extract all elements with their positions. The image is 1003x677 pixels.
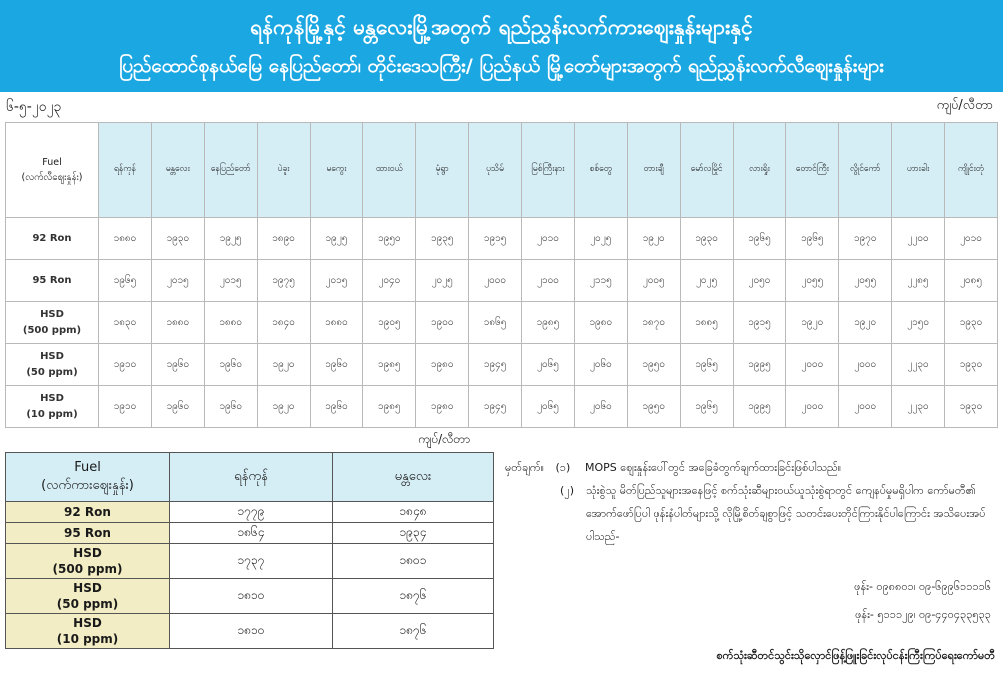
retail-price-cell: ၂၁၀၀ [522, 260, 575, 302]
retail-price-cell: ၁၉၆၅ [99, 260, 152, 302]
fuel-type-label: 92 Ron [64, 505, 111, 519]
note-item-2 [505, 479, 1000, 548]
retail-city-header: စစ်တွေ [574, 123, 627, 218]
wholesale-fuel-cell [6, 614, 170, 649]
retail-price-cell: ၂၂၈၅ [892, 260, 945, 302]
wholesale-unit-label: ကျပ်/လီတာ [418, 432, 471, 446]
retail-fuel-header-label: Fuel [42, 157, 62, 168]
committee-name: စက်သုံးဆီတင်သွင်းသိုလှောင်ဖြန့်ဖြူးခြင်းလုပ်ငန်းကြီးကြပ်ရေးကော်မတီ [716, 649, 995, 662]
retail-price-cell: ၁၈၉၀ [257, 218, 310, 260]
retail-price-cell: ၂၀၈၅ [945, 260, 998, 302]
retail-price-cell: ၁၉၁၀ [99, 386, 152, 428]
retail-price-cell: ၂၀၁၅ [151, 260, 204, 302]
retail-table-row [6, 302, 998, 344]
fuel-type-label: HSD [73, 616, 102, 630]
retail-fuel-header [6, 123, 99, 218]
retail-price-cell: ၁၉၆၅ [680, 344, 733, 386]
retail-price-cell: ၂၀၅၅ [839, 260, 892, 302]
fuel-type-label: (10 ppm) [26, 408, 78, 420]
wholesale-fuel-header-label: Fuel [74, 460, 101, 475]
date-label: ၆-၅-၂၀၂၃ [6, 99, 62, 115]
retail-price-cell: ၁၉၈၀ [416, 386, 469, 428]
fuel-type-label: HSD [40, 308, 64, 320]
wholesale-price-cell: ၁၈၀၁ [333, 544, 494, 579]
wholesale-table-row [6, 614, 494, 649]
retail-fuel-cell [6, 386, 99, 428]
retail-price-cell: ၁၉၆၀ [310, 386, 363, 428]
fuel-type-label: HSD [73, 581, 102, 595]
retail-price-cell: ၁၉၈၅ [522, 302, 575, 344]
retail-table-row [6, 344, 998, 386]
retail-price-cell: ၁၉၁၀ [99, 344, 152, 386]
retail-price-cell: ၁၉၃၀ [680, 218, 733, 260]
retail-price-cell: ၁၉၇၅ [257, 260, 310, 302]
retail-price-cell: ၂၀၁၅ [310, 260, 363, 302]
retail-price-cell: ၁၉၈၅ [363, 344, 416, 386]
retail-price-cell: ၁၉၆၀ [204, 344, 257, 386]
retail-price-cell: ၂၀၁၅ [204, 260, 257, 302]
retail-price-cell: ၁၉၂၀ [786, 302, 839, 344]
retail-price-cell: ၁၉၆၀ [151, 344, 204, 386]
retail-city-header: နေပြည်တော် [204, 123, 257, 218]
wholesale-price-cell: ၁၈၇၆ [333, 614, 494, 649]
retail-price-cell: ၁၉၄၅ [469, 386, 522, 428]
title-banner [0, 0, 1003, 92]
note-number: (၁) [555, 461, 571, 474]
wholesale-table-row [6, 502, 494, 523]
retail-fuel-cell [6, 344, 99, 386]
retail-price-cell: ၁၉၅၀ [363, 218, 416, 260]
retail-price-cell: ၁၉၂၀ [257, 344, 310, 386]
retail-price-cell: ၂၀၆၀ [574, 344, 627, 386]
retail-price-cell: ၁၈၈၀ [310, 302, 363, 344]
retail-table-row [6, 386, 998, 428]
retail-table-row [6, 260, 998, 302]
retail-price-cell: ၂၀၂၅ [416, 260, 469, 302]
retail-price-cell: ၁၉၃၅ [416, 218, 469, 260]
fuel-type-label: (50 ppm) [26, 366, 78, 378]
retail-price-cell: ၁၉၆၅ [680, 386, 733, 428]
title-line-2: ပြည်ထောင်စုနယ်မြေ နေပြည်တော်၊ တိုင်းဒေသကြီး/ ပြည်နယ် မြို့တော်များအတွက် ရည်ညွှန်းလက်လီဈေးနှုန်းများ [119, 55, 884, 77]
retail-price-cell: ၂၁၅၀ [892, 302, 945, 344]
title-line-1: ရန်ကုန်မြို့နှင့် မန္တလေးမြို့အတွက် ရည်ညွှန်းလက်ကားဈေးနှုန်းများနှင့် [250, 15, 753, 39]
retail-price-cell: ၂၀၀၀ [839, 386, 892, 428]
retail-price-cell: ၂၀၁၀ [945, 218, 998, 260]
retail-price-cell: ၂၀၆၅ [522, 386, 575, 428]
wholesale-fuel-header [6, 453, 170, 502]
wholesale-price-cell: ၁၈၁၀ [170, 579, 333, 614]
retail-price-cell: ၁၉၆၀ [204, 386, 257, 428]
wholesale-price-cell: ၁၈၆၄ [170, 523, 333, 544]
retail-price-cell: ၂၂၀၀ [892, 218, 945, 260]
retail-price-cell: ၁၉၂၀ [839, 302, 892, 344]
retail-price-cell: ၁၉၉၅ [733, 386, 786, 428]
retail-price-cell: ၁၈၈၀ [99, 218, 152, 260]
fuel-type-label: HSD [40, 392, 64, 404]
retail-price-cell: ၁၉၅၀ [627, 344, 680, 386]
wholesale-table-row [6, 523, 494, 544]
wholesale-price-cell: ၁၉၃၄ [333, 523, 494, 544]
fuel-type-label: 92 Ron [32, 232, 72, 244]
note-text: သုံးစွဲသူ မိတ်ပြည်သူများအနေဖြင့် စက်သုံးဆီများဝယ်ယူသုံးစွဲရာတွင် ကျေနပ်မှုမရှိပါက ကော်မတီ၏ အောက်ဖော်ပြပါ ဖုန်းနံပါတ်များသို့ လိုမြို့စိတ်ချစွာဖြင့် သတင်းပေးတိုင်ကြားနိုင်ပါကြောင်း အသိပေးအပ်ပါသည်- [586, 484, 986, 543]
retail-price-cell: ၂၀၅၅ [786, 260, 839, 302]
wholesale-city-header: မန္တလေး [333, 453, 494, 502]
wholesale-fuel-cell [6, 523, 170, 544]
phone-number-1: ဖုန်း- ၀၉၈၈၀၁၊ ၀၉-၆၉၉၆၁၁၁၁၆ [854, 580, 991, 593]
note-text: MOPS ဈေးနှုန်းပေါ်တွင် အခြေခံတွက်ချက်ထားခြင်းဖြစ်ပါသည်။ [585, 461, 842, 474]
retail-city-header: မကွေး [310, 123, 363, 218]
wholesale-price-cell: ၁၈၁၀ [170, 614, 333, 649]
retail-fuel-cell [6, 218, 99, 260]
fuel-type-label: 95 Ron [32, 274, 72, 286]
retail-price-cell: ၁၈၈၀ [204, 302, 257, 344]
fuel-type-label: (50 ppm) [56, 597, 119, 611]
retail-price-cell: ၁၉၈၀ [574, 302, 627, 344]
retail-price-cell: ၁၉၆၀ [151, 386, 204, 428]
retail-fuel-cell [6, 260, 99, 302]
retail-price-cell: ၁၉၉၅ [733, 344, 786, 386]
retail-price-cell: ၁၈၇၀ [627, 302, 680, 344]
retail-price-cell: ၁၉၆၅ [733, 218, 786, 260]
wholesale-fuel-header-sub: (လက်ကားဈေးနှုန်း) [41, 478, 134, 493]
wholesale-price-cell: ၁၇၇၉ [170, 502, 333, 523]
fuel-type-label: (500 ppm) [22, 324, 82, 336]
wholesale-fuel-cell [6, 579, 170, 614]
wholesale-table-row [6, 579, 494, 614]
retail-price-cell: ၁၉၇၀ [839, 218, 892, 260]
retail-price-cell: ၂၀၀၅ [627, 260, 680, 302]
retail-price-cell: ၂၀၀၀ [786, 386, 839, 428]
fuel-type-label: HSD [73, 546, 102, 560]
wholesale-price-table [5, 452, 494, 649]
retail-city-header: ထားဝယ် [363, 123, 416, 218]
retail-price-cell: ၁၉၂၅ [204, 218, 257, 260]
retail-city-header: ဟားခါး [892, 123, 945, 218]
wholesale-table-header-row [6, 453, 494, 502]
retail-price-cell: ၂၁၁၅ [574, 260, 627, 302]
retail-price-table [5, 122, 998, 428]
note-item-1 [505, 456, 1000, 479]
wholesale-price-cell: ၁၈၇၆ [333, 579, 494, 614]
retail-city-header: မြစ်ကြီးနား [522, 123, 575, 218]
retail-city-header: ကျိုင်းတုံ [945, 123, 998, 218]
notes-section [505, 456, 1000, 548]
retail-price-cell: ၁၉၀၀ [416, 302, 469, 344]
retail-price-cell: ၁၈၆၅ [469, 302, 522, 344]
retail-table-row [6, 218, 998, 260]
retail-price-cell: ၂၀၁၀ [522, 218, 575, 260]
fuel-type-label: (500 ppm) [52, 562, 123, 576]
wholesale-fuel-cell [6, 544, 170, 579]
retail-price-cell: ၁၉၂၀ [257, 386, 310, 428]
retail-price-cell: ၁၉၆၅ [786, 218, 839, 260]
retail-price-cell: ၁၈၃၀ [99, 302, 152, 344]
retail-fuel-header-sub: (လက်လီဈေးနှုန်း) [21, 172, 83, 183]
retail-price-cell: ၁၉၈၀ [416, 344, 469, 386]
retail-price-cell: ၂၀၂၅ [574, 218, 627, 260]
retail-city-header: မော်လမြိုင် [680, 123, 733, 218]
retail-city-header: တောင်ကြီး [786, 123, 839, 218]
retail-price-cell: ၁၉၁၅ [733, 302, 786, 344]
retail-price-cell: ၁၈၈၀ [151, 302, 204, 344]
retail-price-cell: ၁၉၄၅ [469, 344, 522, 386]
retail-price-cell: ၁၈၈၅ [680, 302, 733, 344]
retail-price-cell: ၁၉၁၅ [469, 218, 522, 260]
retail-price-cell: ၁၉၂၀ [627, 218, 680, 260]
retail-price-cell: ၁၉၃၀ [945, 386, 998, 428]
retail-city-header: မန္တလေး [151, 123, 204, 218]
retail-price-cell: ၂၀၀၀ [469, 260, 522, 302]
fuel-type-label: 95 Ron [64, 526, 111, 540]
retail-price-cell: ၁၉၃၀ [945, 302, 998, 344]
retail-price-cell: ၂၂၃၀ [892, 386, 945, 428]
retail-price-cell: ၂၀၆၅ [522, 344, 575, 386]
wholesale-price-cell: ၁၇၃၇ [170, 544, 333, 579]
note-number: (၂) [560, 484, 574, 497]
retail-price-cell: ၁၉၃၀ [151, 218, 204, 260]
retail-price-cell: ၂၀၀၀ [786, 344, 839, 386]
retail-price-cell: ၂၂၃၀ [892, 344, 945, 386]
retail-price-cell: ၁၉၃၀ [945, 344, 998, 386]
wholesale-table-row [6, 544, 494, 579]
notes-heading: မှတ်ချက်။ [505, 461, 545, 474]
retail-price-cell: ၁၉၈၅ [363, 386, 416, 428]
fuel-type-label: HSD [40, 350, 64, 362]
retail-price-cell: ၂၀၀၀ [839, 344, 892, 386]
retail-city-header: တားချီ [627, 123, 680, 218]
fuel-type-label: (10 ppm) [56, 632, 119, 646]
retail-city-header: မုံရွာ [416, 123, 469, 218]
retail-city-header: လားရှိုး [733, 123, 786, 218]
retail-price-cell: ၂၀၂၅ [680, 260, 733, 302]
retail-price-cell: ၂၀၄၀ [363, 260, 416, 302]
retail-price-cell: ၁၉၀၅ [363, 302, 416, 344]
retail-price-cell: ၁၉၅၀ [627, 386, 680, 428]
retail-city-header: ပဲခူး [257, 123, 310, 218]
retail-price-cell: ၂၀၅၀ [733, 260, 786, 302]
wholesale-price-cell: ၁၈၄၈ [333, 502, 494, 523]
retail-city-header: ရန်ကုန် [99, 123, 152, 218]
retail-unit-label: ကျပ်/လီတာ [936, 98, 993, 113]
retail-city-header: လွိုင်ကော် [839, 123, 892, 218]
retail-table-header-row [6, 123, 998, 218]
wholesale-city-header: ရန်ကုန် [170, 453, 333, 502]
retail-price-cell: ၁၈၄၀ [257, 302, 310, 344]
phone-number-2: ဖုန်း- ၅၁၁၁၂၉၊ ၀၉-၄၄၀၄၃၃၅၃၃ [855, 608, 991, 621]
retail-price-cell: ၁၉၂၅ [310, 218, 363, 260]
wholesale-fuel-cell [6, 502, 170, 523]
retail-price-cell: ၁၉၆၀ [310, 344, 363, 386]
retail-price-cell: ၂၀၆၀ [574, 386, 627, 428]
retail-city-header: ပုသိမ် [469, 123, 522, 218]
retail-fuel-cell [6, 302, 99, 344]
